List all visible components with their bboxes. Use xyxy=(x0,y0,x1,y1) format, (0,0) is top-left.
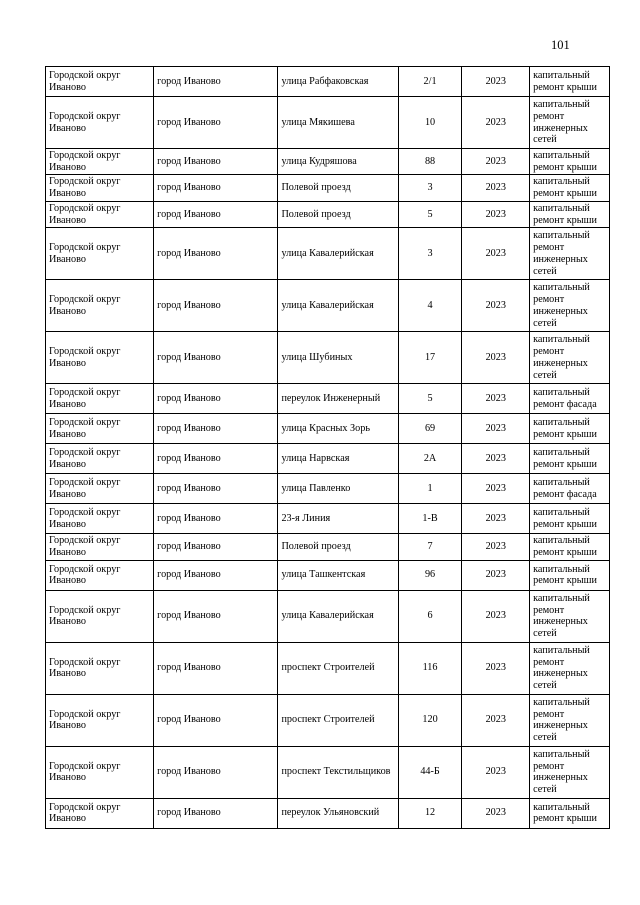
houses-table xyxy=(45,66,610,829)
cell-house-number: 44-Б xyxy=(398,746,462,798)
cell-house-number: 120 xyxy=(398,694,462,746)
cell-okrug: Городской округ Иваново xyxy=(46,149,154,175)
cell-year: 2023 xyxy=(462,201,530,227)
cell-work-type: капитальный ремонт фасада xyxy=(530,474,610,504)
cell-okrug: Городской округ Иваново xyxy=(46,642,154,694)
page-number: 101 xyxy=(551,38,570,52)
table-row xyxy=(46,228,610,280)
cell-street: улица Рабфаковская xyxy=(278,67,398,97)
cell-city: город Иваново xyxy=(154,534,278,560)
table-row xyxy=(46,590,610,642)
cell-okrug: Городской округ Иваново xyxy=(46,534,154,560)
cell-street: улица Павленко xyxy=(278,474,398,504)
table-row xyxy=(46,97,610,149)
cell-work-type: капитальный ремонт крыши xyxy=(530,534,610,560)
table-row xyxy=(46,444,610,474)
cell-okrug: Городской округ Иваново xyxy=(46,280,154,332)
cell-okrug: Городской округ Иваново xyxy=(46,332,154,384)
cell-city: город Иваново xyxy=(154,332,278,384)
cell-city: город Иваново xyxy=(154,474,278,504)
cell-okrug: Городской округ Иваново xyxy=(46,694,154,746)
cell-city: город Иваново xyxy=(154,67,278,97)
cell-street: улица Кудряшова xyxy=(278,149,398,175)
cell-year: 2023 xyxy=(462,175,530,201)
cell-house-number: 69 xyxy=(398,414,462,444)
table-row xyxy=(46,560,610,590)
cell-okrug: Городской округ Иваново xyxy=(46,560,154,590)
cell-house-number: 116 xyxy=(398,642,462,694)
cell-house-number: 17 xyxy=(398,332,462,384)
cell-city: город Иваново xyxy=(154,590,278,642)
table-row xyxy=(46,504,610,534)
cell-year: 2023 xyxy=(462,149,530,175)
cell-city: город Иваново xyxy=(154,642,278,694)
cell-year: 2023 xyxy=(462,694,530,746)
cell-work-type: капитальный ремонт инженерных сетей xyxy=(530,746,610,798)
table-row xyxy=(46,694,610,746)
cell-street: Полевой проезд xyxy=(278,175,398,201)
table-row xyxy=(46,474,610,504)
cell-city: город Иваново xyxy=(154,228,278,280)
cell-house-number: 3 xyxy=(398,175,462,201)
cell-city: город Иваново xyxy=(154,384,278,414)
cell-okrug: Городской округ Иваново xyxy=(46,384,154,414)
cell-city: город Иваново xyxy=(154,201,278,227)
cell-street: улица Нарвская xyxy=(278,444,398,474)
cell-okrug: Городской округ Иваново xyxy=(46,201,154,227)
cell-work-type: капитальный ремонт крыши xyxy=(530,560,610,590)
cell-house-number: 5 xyxy=(398,384,462,414)
cell-year: 2023 xyxy=(462,332,530,384)
cell-street: улица Кавалерийская xyxy=(278,590,398,642)
cell-year: 2023 xyxy=(462,67,530,97)
cell-year: 2023 xyxy=(462,560,530,590)
cell-work-type: капитальный ремонт инженерных сетей xyxy=(530,228,610,280)
cell-work-type: капитальный ремонт крыши xyxy=(530,414,610,444)
cell-city: город Иваново xyxy=(154,414,278,444)
cell-street: улица Ташкентская xyxy=(278,560,398,590)
cell-year: 2023 xyxy=(462,228,530,280)
table-row xyxy=(46,332,610,384)
cell-house-number: 1-В xyxy=(398,504,462,534)
table-row xyxy=(46,642,610,694)
cell-city: город Иваново xyxy=(154,444,278,474)
cell-year: 2023 xyxy=(462,642,530,694)
cell-street: улица Красных Зорь xyxy=(278,414,398,444)
cell-house-number: 1 xyxy=(398,474,462,504)
cell-okrug: Городской округ Иваново xyxy=(46,444,154,474)
cell-work-type: капитальный ремонт фасада xyxy=(530,384,610,414)
table-row xyxy=(46,798,610,828)
cell-work-type: капитальный ремонт инженерных сетей xyxy=(530,332,610,384)
cell-house-number: 4 xyxy=(398,280,462,332)
cell-street: улица Кавалерийская xyxy=(278,280,398,332)
cell-house-number: 96 xyxy=(398,560,462,590)
cell-house-number: 2А xyxy=(398,444,462,474)
table-row xyxy=(46,175,610,201)
cell-okrug: Городской округ Иваново xyxy=(46,746,154,798)
cell-city: город Иваново xyxy=(154,97,278,149)
cell-city: город Иваново xyxy=(154,694,278,746)
cell-street: Полевой проезд xyxy=(278,201,398,227)
cell-work-type: капитальный ремонт крыши xyxy=(530,504,610,534)
cell-year: 2023 xyxy=(462,444,530,474)
cell-okrug: Городской округ Иваново xyxy=(46,590,154,642)
cell-okrug: Городской округ Иваново xyxy=(46,474,154,504)
table-row xyxy=(46,534,610,560)
cell-street: проспект Строителей xyxy=(278,642,398,694)
cell-year: 2023 xyxy=(462,746,530,798)
cell-house-number: 2/1 xyxy=(398,67,462,97)
cell-year: 2023 xyxy=(462,97,530,149)
cell-city: город Иваново xyxy=(154,746,278,798)
cell-work-type: капитальный ремонт инженерных сетей xyxy=(530,590,610,642)
cell-okrug: Городской округ Иваново xyxy=(46,228,154,280)
cell-okrug: Городской округ Иваново xyxy=(46,175,154,201)
cell-work-type: капитальный ремонт крыши xyxy=(530,67,610,97)
cell-house-number: 5 xyxy=(398,201,462,227)
cell-work-type: капитальный ремонт крыши xyxy=(530,175,610,201)
cell-city: город Иваново xyxy=(154,798,278,828)
cell-work-type: капитальный ремонт крыши xyxy=(530,798,610,828)
cell-house-number: 12 xyxy=(398,798,462,828)
cell-house-number: 10 xyxy=(398,97,462,149)
cell-work-type: капитальный ремонт инженерных сетей xyxy=(530,642,610,694)
cell-work-type: капитальный ремонт крыши xyxy=(530,149,610,175)
cell-year: 2023 xyxy=(462,384,530,414)
cell-year: 2023 xyxy=(462,590,530,642)
cell-city: город Иваново xyxy=(154,149,278,175)
cell-work-type: капитальный ремонт крыши xyxy=(530,444,610,474)
table-row xyxy=(46,67,610,97)
cell-street: улица Мякишева xyxy=(278,97,398,149)
cell-work-type: капитальный ремонт инженерных сетей xyxy=(530,280,610,332)
cell-house-number: 6 xyxy=(398,590,462,642)
cell-year: 2023 xyxy=(462,280,530,332)
table-body xyxy=(46,67,610,829)
cell-city: город Иваново xyxy=(154,504,278,534)
cell-okrug: Городской округ Иваново xyxy=(46,97,154,149)
cell-year: 2023 xyxy=(462,534,530,560)
cell-house-number: 88 xyxy=(398,149,462,175)
cell-street: улица Кавалерийская xyxy=(278,228,398,280)
table-row xyxy=(46,384,610,414)
table-row xyxy=(46,414,610,444)
table-row xyxy=(46,280,610,332)
table-row xyxy=(46,746,610,798)
cell-year: 2023 xyxy=(462,798,530,828)
cell-street: Полевой проезд xyxy=(278,534,398,560)
cell-street: переулок Ульяновский xyxy=(278,798,398,828)
cell-city: город Иваново xyxy=(154,175,278,201)
cell-year: 2023 xyxy=(462,504,530,534)
cell-house-number: 7 xyxy=(398,534,462,560)
cell-year: 2023 xyxy=(462,474,530,504)
cell-work-type: капитальный ремонт инженерных сетей xyxy=(530,97,610,149)
cell-okrug: Городской округ Иваново xyxy=(46,414,154,444)
cell-city: город Иваново xyxy=(154,280,278,332)
table-row xyxy=(46,149,610,175)
cell-street: проспект Строителей xyxy=(278,694,398,746)
table-row xyxy=(46,201,610,227)
cell-work-type: капитальный ремонт инженерных сетей xyxy=(530,694,610,746)
cell-street: 23-я Линия xyxy=(278,504,398,534)
cell-street: переулок Инженерный xyxy=(278,384,398,414)
cell-okrug: Городской округ Иваново xyxy=(46,798,154,828)
cell-street: проспект Текстильщиков xyxy=(278,746,398,798)
cell-okrug: Городской округ Иваново xyxy=(46,67,154,97)
cell-year: 2023 xyxy=(462,414,530,444)
cell-city: город Иваново xyxy=(154,560,278,590)
cell-okrug: Городской округ Иваново xyxy=(46,504,154,534)
cell-house-number: 3 xyxy=(398,228,462,280)
cell-work-type: капитальный ремонт крыши xyxy=(530,201,610,227)
cell-street: улица Шубиных xyxy=(278,332,398,384)
